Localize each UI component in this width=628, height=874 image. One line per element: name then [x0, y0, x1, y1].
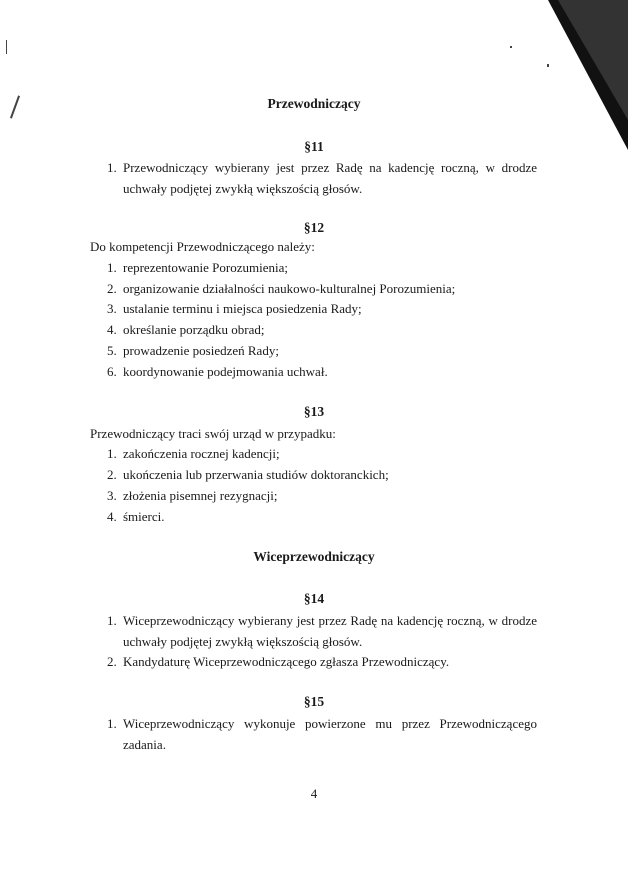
item-number: 1.: [107, 716, 117, 731]
scan-dot: [510, 46, 512, 48]
item-text-line2: uchwały podjętej zwykłą większością głosów.: [123, 181, 363, 196]
item-text: zakończenia rocznej kadencji;: [123, 446, 280, 461]
paragraph-title-13: §13: [303, 404, 325, 419]
item-text-line1: Wiceprzewodniczący wykonuje powierzone mu przez Przewodniczącego: [123, 716, 537, 731]
item-text-line1: Wiceprzewodniczący wybierany jest przez Radę na kadencję roczną, w drodze: [123, 613, 537, 628]
item-text: ukończenia lub przerwania studiów doktoranckich;: [123, 467, 389, 482]
item-text: Kandydaturę Wiceprzewodniczącego zgłasza Przewodniczący.: [123, 654, 450, 669]
item-number: 6.: [107, 364, 117, 379]
paragraph-title-15: §15: [303, 694, 325, 709]
list-item: [107, 713, 537, 755]
list-item: [107, 157, 537, 199]
item-number: 3.: [107, 301, 117, 316]
item-number: 4.: [107, 509, 117, 524]
item-text: prowadzenie posiedzeń Rady;: [123, 343, 279, 358]
item-number: 2.: [107, 281, 117, 296]
item-number: 5.: [107, 343, 117, 358]
item-text-line2: uchwały podjętej zwykłą większością głosów.: [123, 634, 363, 649]
item-number: 2.: [107, 467, 117, 482]
item-number: 3.: [107, 488, 117, 503]
item-number: 1.: [107, 446, 117, 461]
item-number: 4.: [107, 322, 117, 337]
item-number: 1.: [107, 260, 117, 275]
item-number: 1.: [107, 160, 117, 175]
list-item: [107, 610, 537, 652]
item-text-line1: Przewodniczący wybierany jest przez Radę na kadencję roczną, w drodze: [123, 160, 537, 175]
paragraph-title-11: §11: [304, 139, 324, 154]
paragraph-intro-13: Przewodniczący traci swój urząd w przypadku:: [90, 426, 336, 441]
page-number: 4: [310, 786, 318, 801]
item-text: ustalanie terminu i miejsca posiedzenia Rady;: [123, 301, 362, 316]
item-text: określanie porządku obrad;: [123, 322, 265, 337]
paragraph-intro-12: Do kompetencji Przewodniczącego należy:: [90, 239, 315, 254]
item-number: 2.: [107, 654, 117, 669]
paragraph-title-14: §14: [303, 591, 325, 606]
item-number: 1.: [107, 613, 117, 628]
item-text-line2: zadania.: [123, 737, 166, 752]
scan-mark-left: [6, 40, 7, 54]
item-text: reprezentowanie Porozumienia;: [123, 260, 288, 275]
item-text: organizowanie działalności naukowo-kulturalnej Porozumienia;: [123, 281, 456, 296]
paragraph-title-12: §12: [303, 220, 325, 235]
scan-dot-2: [547, 64, 549, 67]
item-text: koordynowanie podejmowania uchwał.: [123, 364, 328, 379]
section-heading-wiceprzewodniczacy: Wiceprzewodniczący: [253, 549, 375, 564]
item-text: złożenia pisemnej rezygnacji;: [123, 488, 278, 503]
item-text: śmierci.: [123, 509, 165, 524]
section-heading-przewodniczacy: Przewodniczący: [267, 96, 361, 111]
